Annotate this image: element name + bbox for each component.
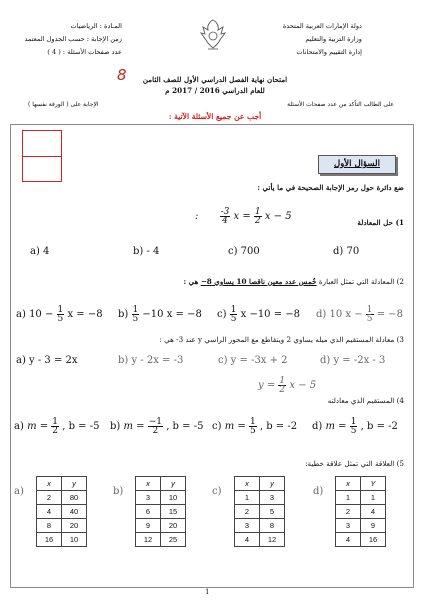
q3-option-d[interactable]: d) y = -2x - 3 bbox=[320, 355, 386, 366]
q1-eq-mid: x = bbox=[233, 211, 251, 222]
table-header-cell: x bbox=[136, 477, 161, 491]
table-cell: 6 bbox=[136, 505, 161, 519]
notice-answer-sheet: الإجابة على ( الورقة نفسها ) bbox=[28, 101, 99, 108]
table-cell: 2 bbox=[235, 505, 260, 519]
q1-frac-b bbox=[254, 208, 262, 225]
table-cell: 40 bbox=[62, 505, 87, 519]
q1-equation bbox=[195, 208, 292, 225]
q1-option-a[interactable]: a) 4 bbox=[30, 246, 50, 257]
q4-number: 4) bbox=[396, 396, 404, 405]
q1-frac-a bbox=[220, 208, 231, 225]
q4-b-den: 2 bbox=[152, 426, 159, 436]
q4-eq-num: 1 bbox=[279, 376, 286, 386]
table-cell: 5 bbox=[260, 505, 285, 519]
xy-table bbox=[135, 476, 186, 547]
q1-number: 1) bbox=[395, 218, 404, 227]
q4-d-label: d) bbox=[312, 421, 323, 432]
exam-title: امتحان نهاية الفصل الدراسي الأول للصف الثامن bbox=[142, 75, 288, 84]
table-cell: 16 bbox=[37, 533, 62, 547]
header-department: إدارة التقييم والامتحانات bbox=[296, 48, 362, 56]
q5-option-label: a) bbox=[14, 486, 24, 497]
notice-pages: على الطالب التأكد من عدد صفحات الأسئلة bbox=[287, 101, 394, 108]
table-cell: 10 bbox=[62, 533, 87, 547]
table-row bbox=[37, 505, 87, 519]
table-cell: 1 bbox=[235, 491, 260, 505]
handwritten-mark: 8 bbox=[117, 66, 127, 84]
table-cell: 25 bbox=[161, 533, 186, 547]
page-number: 1 bbox=[205, 588, 210, 596]
q2-b-den: 5 bbox=[132, 314, 139, 324]
uae-emblem bbox=[199, 18, 227, 52]
header-page-count: عدد صفحات الأسئلة : ( 4 ) bbox=[47, 48, 122, 56]
table-cell: 16 bbox=[361, 533, 386, 547]
q1-option-d[interactable]: d) 70 bbox=[333, 246, 360, 257]
q2-d-label: d) bbox=[316, 309, 327, 320]
q5-number: 5) bbox=[396, 459, 404, 468]
q2-d-post: = −8 bbox=[376, 309, 404, 320]
table-cell: 4 bbox=[336, 533, 361, 547]
q4-text: المستقيم الذي معادلته bbox=[327, 396, 395, 405]
xy-table bbox=[335, 476, 386, 547]
q4-c-den: 5 bbox=[249, 426, 256, 436]
table-cell: 9 bbox=[136, 519, 161, 533]
q5-text: العلاقة التي تمثل علاقة خطية: bbox=[305, 459, 395, 468]
q4-a-frac bbox=[51, 418, 59, 435]
answer-all-instruction: أجب عن جميع الأسئلة الآتية : bbox=[168, 112, 262, 121]
xy-table bbox=[36, 476, 87, 547]
table-header-cell: x bbox=[37, 477, 62, 491]
q1-frac-b-num: 1 bbox=[254, 207, 261, 217]
q5-option-label: d) bbox=[313, 486, 324, 497]
q2-d-pre: 10 x − bbox=[329, 309, 363, 320]
q1-option-b[interactable]: b) - 4 bbox=[133, 246, 160, 257]
q5-option-label: c) bbox=[212, 486, 222, 497]
q4-d-num: 1 bbox=[350, 417, 357, 427]
q3-option-a[interactable]: a) y - 3 = 2x bbox=[16, 355, 78, 366]
q4-d-den: 5 bbox=[350, 426, 357, 436]
table-cell: 3 bbox=[235, 519, 260, 533]
q3-stem bbox=[159, 335, 404, 345]
table-header-row bbox=[336, 477, 386, 491]
table-row bbox=[136, 491, 186, 505]
table-row bbox=[235, 519, 285, 533]
table-cell: 3 bbox=[136, 491, 161, 505]
q4-b-post: , b = -5 bbox=[166, 421, 204, 432]
table-cell: 9 bbox=[361, 519, 386, 533]
xy-table bbox=[234, 476, 285, 547]
q4-a-pre: m = bbox=[27, 421, 49, 432]
table-row bbox=[37, 519, 87, 533]
table-row bbox=[336, 519, 386, 533]
q4-b-frac bbox=[148, 418, 163, 435]
q2-c-post: x −10 = −8 bbox=[240, 309, 301, 320]
q2-option-d[interactable] bbox=[316, 306, 403, 323]
q4-d-frac bbox=[350, 418, 358, 435]
q5-option-a[interactable] bbox=[14, 476, 87, 547]
table-header-cell: x bbox=[336, 477, 361, 491]
q4-a-post: , b = -5 bbox=[62, 421, 100, 432]
q1-stem bbox=[357, 218, 404, 228]
q3-text: معادلة المستقيم الذي ميله يساوي 2 ويتقاطع مع المحور الراسي y عند 3- هي : bbox=[159, 335, 395, 344]
table-header-cell: y bbox=[260, 477, 285, 491]
q4-eq-rest: x − 5 bbox=[289, 380, 317, 391]
q5-option-b[interactable] bbox=[113, 476, 186, 547]
table-header-cell: Y bbox=[361, 477, 386, 491]
header-country: دولة الإمارات العربية المتحدة bbox=[282, 22, 362, 30]
table-row bbox=[235, 491, 285, 505]
q1-text: حل المعادلة bbox=[357, 218, 394, 227]
table-row bbox=[136, 533, 186, 547]
table-row bbox=[336, 505, 386, 519]
q2-option-a[interactable] bbox=[16, 306, 103, 323]
q2-tail: هي : bbox=[183, 277, 199, 286]
q2-c-den: 5 bbox=[230, 314, 237, 324]
q2-option-b[interactable] bbox=[118, 306, 202, 323]
table-cell: 12 bbox=[136, 533, 161, 547]
table-row bbox=[235, 505, 285, 519]
q4-c-frac bbox=[249, 418, 257, 435]
q5-option-c[interactable] bbox=[212, 476, 285, 547]
table-cell: 80 bbox=[62, 491, 87, 505]
q4-b-num: −1 bbox=[148, 417, 163, 427]
q5-tables bbox=[14, 476, 410, 571]
q2-c-label: c) bbox=[217, 309, 227, 320]
q2-d-frac bbox=[366, 306, 374, 323]
q2-d-num: 1 bbox=[366, 305, 373, 315]
q4-c-label: c) bbox=[212, 421, 222, 432]
table-cell: 4 bbox=[37, 505, 62, 519]
q2-a-den: 5 bbox=[57, 314, 64, 324]
exam-title-block bbox=[120, 74, 310, 96]
q4-eq-den: 2 bbox=[279, 385, 286, 395]
table-row bbox=[37, 533, 87, 547]
table-cell: 1 bbox=[361, 491, 386, 505]
q2-b-label: b) bbox=[118, 309, 129, 320]
header-ministry: وزارة التربية والتعليم bbox=[305, 35, 362, 43]
score-box bbox=[22, 130, 62, 182]
q1-eq-rest: x − 5 bbox=[264, 211, 292, 222]
q2-a-pre: 10 − bbox=[29, 309, 54, 320]
q4-option-a[interactable] bbox=[14, 418, 99, 435]
table-cell: 15 bbox=[161, 505, 186, 519]
q2-number: 2) bbox=[396, 277, 404, 286]
q1-option-c[interactable]: c) 700 bbox=[228, 246, 260, 257]
q2-option-c[interactable] bbox=[217, 306, 300, 323]
q4-c-pre: m = bbox=[224, 421, 246, 432]
table-header-cell: y bbox=[62, 477, 87, 491]
q4-equation bbox=[258, 377, 316, 394]
table-header-row bbox=[136, 477, 186, 491]
q2-a-frac bbox=[57, 306, 65, 323]
q1-frac-a-den: 4 bbox=[222, 216, 228, 226]
q3-option-c[interactable]: c) y = -3x + 2 bbox=[218, 355, 288, 366]
q4-d-pre: m = bbox=[325, 421, 347, 432]
section-title: السؤال الأول bbox=[318, 155, 396, 174]
exam-year: للعام الدراسي 2016 / 2017 م bbox=[165, 86, 265, 95]
table-row bbox=[235, 533, 285, 547]
table-header-row bbox=[235, 477, 285, 491]
table-cell: 8 bbox=[37, 519, 62, 533]
q4-d-post: , b = -2 bbox=[360, 421, 398, 432]
table-row bbox=[136, 519, 186, 533]
q4-b-label: b) bbox=[110, 421, 121, 432]
q4-eq-lhs: y = bbox=[258, 380, 276, 391]
q2-c-num: 1 bbox=[230, 305, 237, 315]
q1-colon: : bbox=[195, 211, 199, 222]
table-cell: 3 bbox=[260, 491, 285, 505]
q4-option-c[interactable] bbox=[212, 418, 297, 435]
q4-stem bbox=[328, 396, 404, 406]
table-row bbox=[136, 505, 186, 519]
q1-frac-b-den: 2 bbox=[254, 216, 261, 226]
table-cell: 4 bbox=[235, 533, 260, 547]
q2-b-num: 1 bbox=[132, 305, 139, 315]
q2-text: المعادلة التي تمثل العبارة bbox=[318, 277, 395, 286]
table-header-cell: x bbox=[235, 477, 260, 491]
table-header-cell: y bbox=[161, 477, 186, 491]
q5-option-d[interactable] bbox=[313, 476, 386, 547]
table-cell: 20 bbox=[161, 519, 186, 533]
q5-option-label: b) bbox=[113, 486, 124, 497]
table-row bbox=[37, 491, 87, 505]
q1-frac-a-num: -3 bbox=[220, 207, 230, 217]
table-cell: 2 bbox=[37, 491, 62, 505]
instruction: ضع دائرة حول رمز الإجابة الصحيحة في ما يأتي : bbox=[257, 183, 404, 192]
q4-option-b[interactable] bbox=[110, 418, 203, 435]
table-cell: 8 bbox=[260, 519, 285, 533]
q4-a-num: 1 bbox=[52, 417, 59, 427]
q4-a-den: 2 bbox=[52, 426, 59, 436]
table-header-row bbox=[37, 477, 87, 491]
q4-a-label: a) bbox=[14, 421, 24, 432]
table-cell: 20 bbox=[62, 519, 87, 533]
table-cell: 1 bbox=[336, 491, 361, 505]
q2-emphasis: خُمس عدد معين ناقصا 10 يساوي 8− bbox=[200, 277, 317, 286]
q2-b-frac bbox=[132, 306, 140, 323]
table-cell: 4 bbox=[361, 505, 386, 519]
table-cell: 12 bbox=[260, 533, 285, 547]
q4-c-num: 1 bbox=[249, 417, 256, 427]
header-left bbox=[24, 22, 122, 57]
q3-number: 3) bbox=[396, 335, 404, 344]
q4-eq-frac bbox=[278, 377, 286, 394]
q2-a-num: 1 bbox=[57, 305, 64, 315]
q2-a-post: x = −8 bbox=[67, 309, 103, 320]
table-cell: 3 bbox=[336, 519, 361, 533]
q2-d-den: 5 bbox=[366, 314, 373, 324]
header-subject: المـادة : الرياضيات bbox=[70, 22, 122, 30]
q2-c-frac bbox=[230, 306, 238, 323]
q3-option-b[interactable]: b) y - 2x = -3 bbox=[118, 355, 184, 366]
header-right bbox=[283, 22, 362, 57]
header-duration: زمن الإجابة : حسب الجدول المعتمد bbox=[24, 35, 122, 43]
q2-stem bbox=[183, 277, 404, 287]
q4-c-post: , b = -2 bbox=[259, 421, 298, 432]
table-cell: 10 bbox=[161, 491, 186, 505]
q5-stem bbox=[305, 459, 404, 469]
q4-b-pre: m = bbox=[123, 421, 145, 432]
q2-b-post: −10 x = −8 bbox=[142, 309, 202, 320]
table-cell: 2 bbox=[336, 505, 361, 519]
table-row bbox=[336, 491, 386, 505]
q4-option-d[interactable] bbox=[312, 418, 398, 435]
q2-a-label: a) bbox=[16, 309, 26, 320]
table-row bbox=[336, 533, 386, 547]
